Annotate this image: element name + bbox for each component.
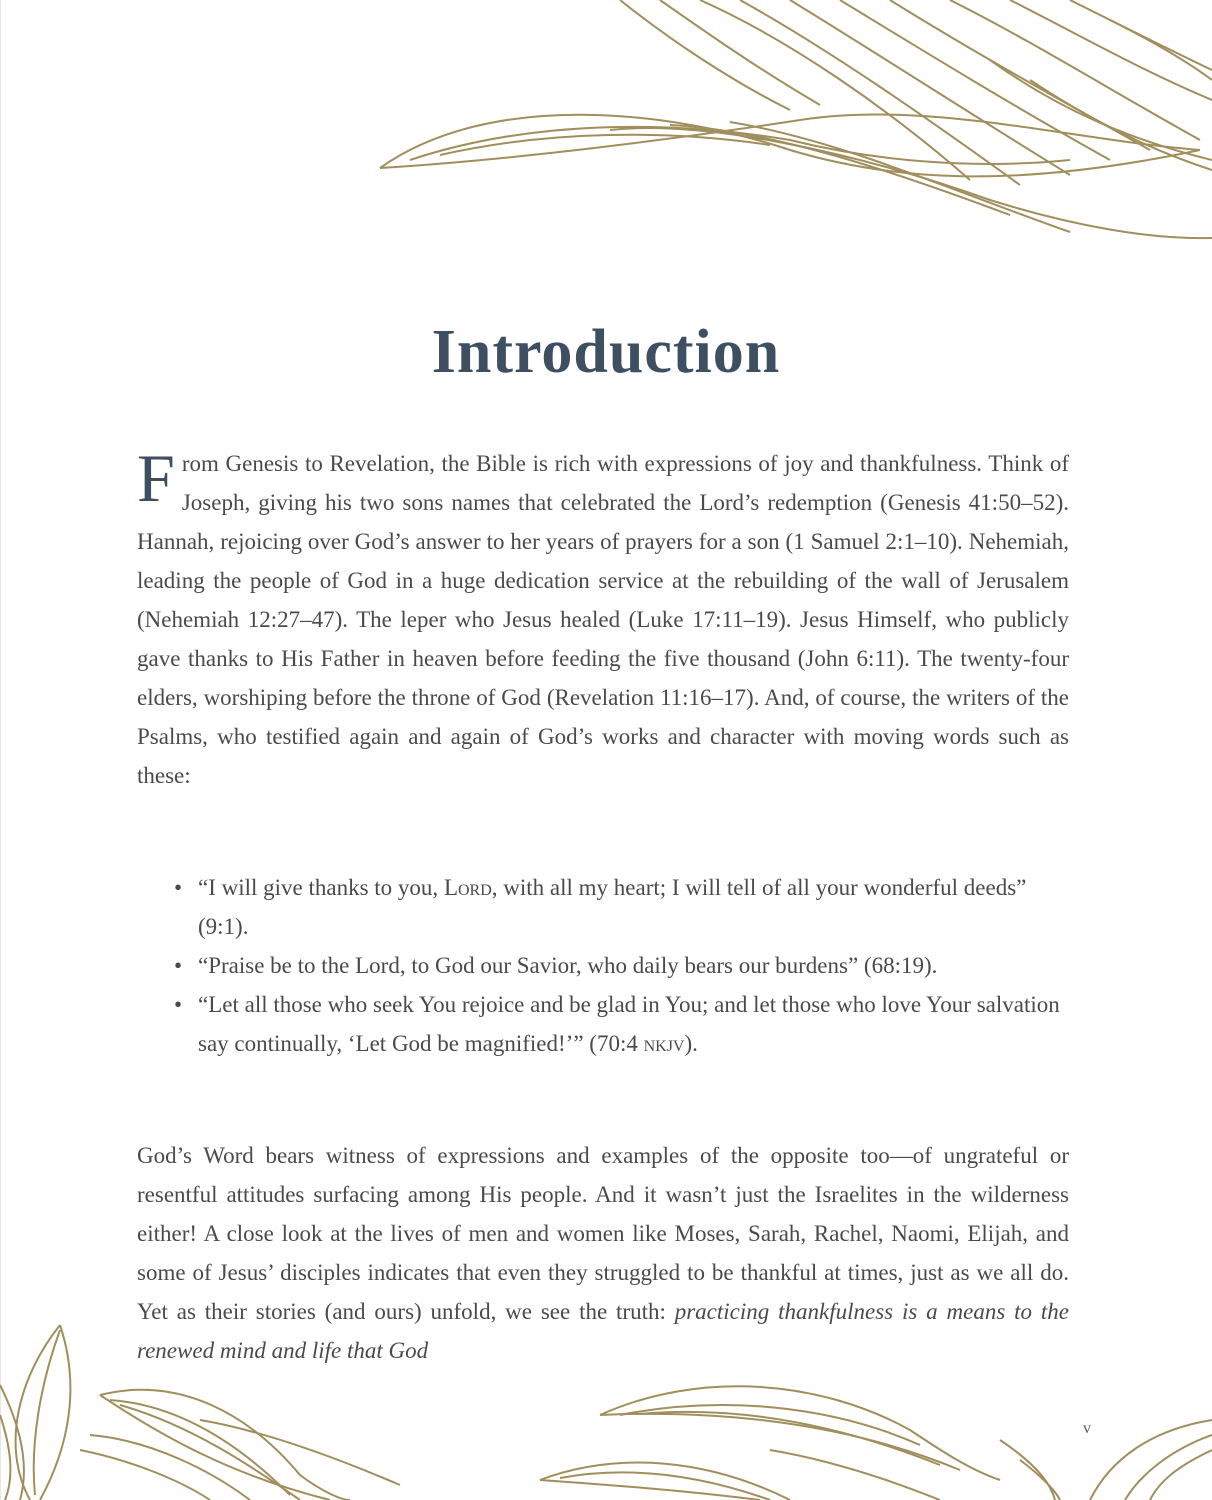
page-title: Introduction [431, 317, 781, 386]
list-item [166, 868, 1070, 946]
quote-text-start: “Let all those who seek You rejoice and be glad in You; and let those who love Your salvation say continually, ‘Let God be magnified!’” (70:4 [198, 992, 1060, 1056]
leaf-decoration-bottom-right [1000, 1380, 1212, 1500]
leaf-decoration-top [370, 0, 1212, 245]
quote-text-start: “Praise be to the Lord, to God our Savior, who daily bears our burdens” (68:19). [198, 953, 938, 978]
quote-small-caps: Lord [443, 875, 492, 900]
intro-paragraph [137, 440, 1069, 795]
bullet-icon: • [174, 992, 183, 1017]
quote-small-caps: nkjv [643, 1031, 685, 1056]
psalm-quote-list [166, 868, 1070, 1063]
quote-text-end: ). [684, 1031, 698, 1056]
second-paragraph-italic: practicing thankfulness is a means to the renewed mind and life that God [137, 1299, 1069, 1363]
drop-cap: F [137, 440, 175, 516]
page-number: v [1083, 1420, 1091, 1437]
list-item [166, 985, 1070, 1063]
page-edge [0, 0, 1, 1500]
quote-text-start: “I will give thanks to you, [198, 875, 444, 900]
bullet-icon: • [174, 953, 183, 978]
bullet-icon: • [174, 875, 183, 900]
quote-text-end: , with all my heart; I will tell of all your wonderful deeds” (9:1). [198, 875, 1027, 939]
intro-paragraph-text: rom Genesis to Revelation, the Bible is rich with expressions of joy and thankfulness. Think of Joseph, giving his two sons names that celebrated the Lord’s redemption (Genesis 41:50–52). Hannah, rejoicing over God’s answer to her years of prayers for a son (1 Samuel 2:1–10). Nehemiah, leading the people of God in a huge dedication service at the rebuilding of the wall of Jerusalem (Nehemiah 12:27–47). The leper who Jesus healed (Luke 17:11–19). Jesus Himself, who publicly gave thanks to His Father in heaven before feeding the five thousand (John 6:11). The twenty-four elders, worshiping before the throne of God (Revelation 11:16–17). And, of course, the writers of the Psalms, who testified again and again of God’s works and character with moving words such as these: [137, 451, 1069, 788]
leaf-decoration-bottom-center [540, 1370, 1000, 1500]
list-item [166, 946, 1070, 985]
second-paragraph-text: God’s Word bears witness of expressions and examples of the opposite too—of ungrateful or resentful attitudes surfacing among His people. And it wasn’t just the Israelites in the wilderness either! A close look at the lives of men and women like Moses, Sarah, Rachel, Naomi, Elijah, and some of Jesus’ disciples indicates that even they struggled to be thankful at times, just as we all do. Yet as their stories (and ours) unfold, we see the truth: [137, 1143, 1069, 1324]
second-paragraph [137, 1136, 1069, 1370]
